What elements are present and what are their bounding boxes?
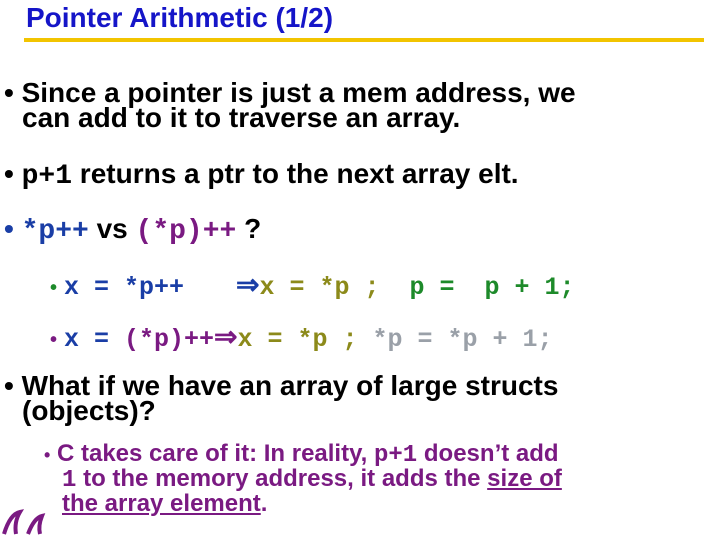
bullet-text-line2: can add to it to traverse an array.	[22, 102, 461, 133]
code-rhs-assign: x = *p	[259, 273, 350, 302]
bullet-mark: •	[4, 77, 14, 108]
code-p-plus-1: p+1	[21, 161, 73, 192]
bullet-mark: •	[4, 370, 14, 401]
sub-bullet-c-takes-care-line3	[62, 492, 267, 516]
logo-fragment-icon	[0, 500, 60, 536]
sub-text-part1: C takes care of it: In reality,	[56, 440, 374, 467]
sub-text-part3: to the memory address, it adds the	[76, 465, 488, 492]
code-star-p-plusplus: *p++	[21, 216, 89, 247]
bullet-p-plus-1	[4, 158, 519, 192]
bullet-pointer-address-cont	[22, 102, 461, 133]
code-rhs-increment: *p = *p + 1;	[372, 325, 553, 354]
bullet-mark: •	[4, 158, 14, 189]
vs-text: vs	[88, 213, 136, 244]
implies-arrow: ⇒	[235, 269, 260, 300]
code-rhs-increment: p = p + 1;	[394, 273, 575, 302]
code-p-plus-1: p+1	[374, 442, 418, 469]
code-separator: ;	[349, 273, 395, 302]
sub-text-underline1: size of	[487, 465, 562, 492]
sub-text-underline2: the array element	[62, 490, 261, 517]
code-1: 1	[62, 467, 77, 494]
code-lhs-expr: (*p)++	[108, 325, 215, 354]
implies-arrow: ⇒	[214, 321, 238, 352]
code-lhs-x: x =	[63, 325, 109, 354]
sub-text-end: .	[260, 490, 268, 517]
sub-text-part2: doesn’t add	[417, 440, 559, 467]
sub-bullet-paren-star-p-plusplus	[50, 320, 553, 354]
sub-bullet-star-p-plusplus	[50, 268, 575, 302]
sub-bullet-mark: •	[50, 277, 58, 299]
sub-bullet-mark: •	[50, 329, 58, 351]
code-lhs-expr: *p++	[108, 273, 230, 302]
bullet-text: returns a ptr to the next array elt.	[72, 158, 519, 189]
bullet-mark: •	[4, 213, 14, 244]
question-mark: ?	[236, 213, 262, 244]
slide-title: Pointer Arithmetic (1/2)	[26, 2, 334, 33]
bullet-text-line2: (objects)?	[22, 395, 156, 426]
code-separator: ;	[327, 325, 373, 354]
bullet-vs-question	[4, 213, 261, 247]
code-paren-star-p-plusplus: (*p)++	[135, 216, 237, 247]
bullet-text-line1: What if we have an array of large structs	[21, 370, 559, 401]
code-lhs-x: x =	[63, 273, 109, 302]
code-rhs-assign: x = *p	[237, 325, 328, 354]
bullet-large-structs-cont	[22, 395, 156, 426]
sub-bullet-mark: •	[44, 445, 51, 465]
title-underline	[24, 38, 704, 42]
bullet-text-line1: Since a pointer is just a mem address, we	[21, 77, 576, 108]
